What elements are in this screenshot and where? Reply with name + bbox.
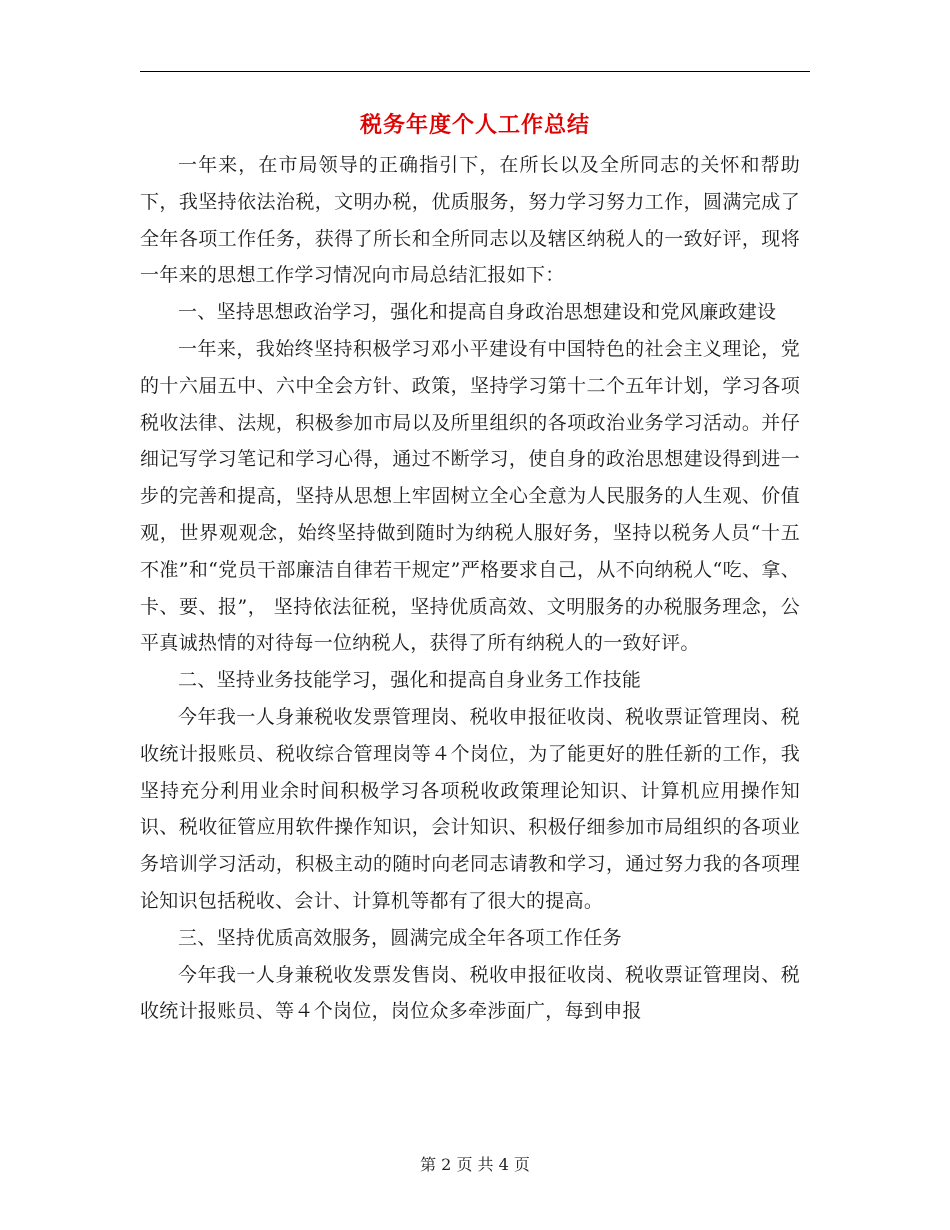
section-heading-2: 二、坚持业务技能学习，强化和提高自身业务工作技能 bbox=[178, 669, 642, 692]
paragraph-intro: 一年来，在市局领导的正确指引下，在所长以及全所同志的关怀和帮助下，我坚持依法治税，文明办税，优质服务，努力学习努力工作，圆满完成了全年各项工作任务，获得了所长和全所同志以及辖区纳税人的一致好评，现将一年来的思想工作学习情况向市局总结汇报如下： bbox=[140, 154, 800, 287]
document-title: 税务年度个人工作总结 bbox=[359, 112, 590, 138]
section-heading-3: 三、坚持优质高效服务，圆满完成全年各项工作任务 bbox=[178, 926, 622, 949]
paragraph-section-2: 今年我一人身兼税收发票管理岗、税收申报征收岗、税收票证管理岗、税收统计报账员、税收综合管理岗等４个岗位，为了能更好的胜任新的工作，我坚持充分利用业余时间积极学习各项税收政策理论知识、计算机应用操作知识、税收征管应用软件操作知识，会计知识、积极仔细参加市局组织的各项业务培训学习活动，积极主动的随时向老同志请教和学习，通过努力我的各项理论知识包括税收、会计、计算机等都有了很大的提高。 bbox=[140, 705, 800, 912]
document-body bbox=[140, 147, 800, 1030]
page-footer: 第 2 页 共 4 页 bbox=[420, 1155, 530, 1174]
section-heading-1: 一、坚持思想政治学习，强化和提高自身政治思想建设和党风廉政建设 bbox=[178, 301, 777, 324]
paragraph-section-1: 一年来，我始终坚持积极学习邓小平建设有中国特色的社会主义理论，党的十六届五中、六中全会方针、政策，坚持学习第十二个五年计划，学习各项税收法律、法规，积极参加市局以及所里组织的各项政治业务学习活动。并仔细记写学习笔记和学习心得，通过不断学习，使自身的政治思想建设得到进一步的完善和提高，坚持从思想上牢固树立全心全意为人民服务的人生观、价值观，世界观观念，始终坚持做到随时为纳税人服好务，坚持以税务人员“十五不准”和“党员干部廉洁自律若干规定”严格要求自己，从不向纳税人“吃、拿、卡、要、报”， 坚持依法征税，坚持优质高效、文明服务的办税服务理念，公平真诚热情的对待每一位纳税人，获得了所有纳税人的一致好评。 bbox=[140, 337, 800, 655]
header-rule bbox=[140, 71, 810, 72]
paragraph-section-3: 今年我一人身兼税收发票发售岗、税收申报征收岗、税收票证管理岗、税收统计报账员、等４个岗位，岗位众多牵涉面广，每到申报 bbox=[140, 963, 800, 1023]
